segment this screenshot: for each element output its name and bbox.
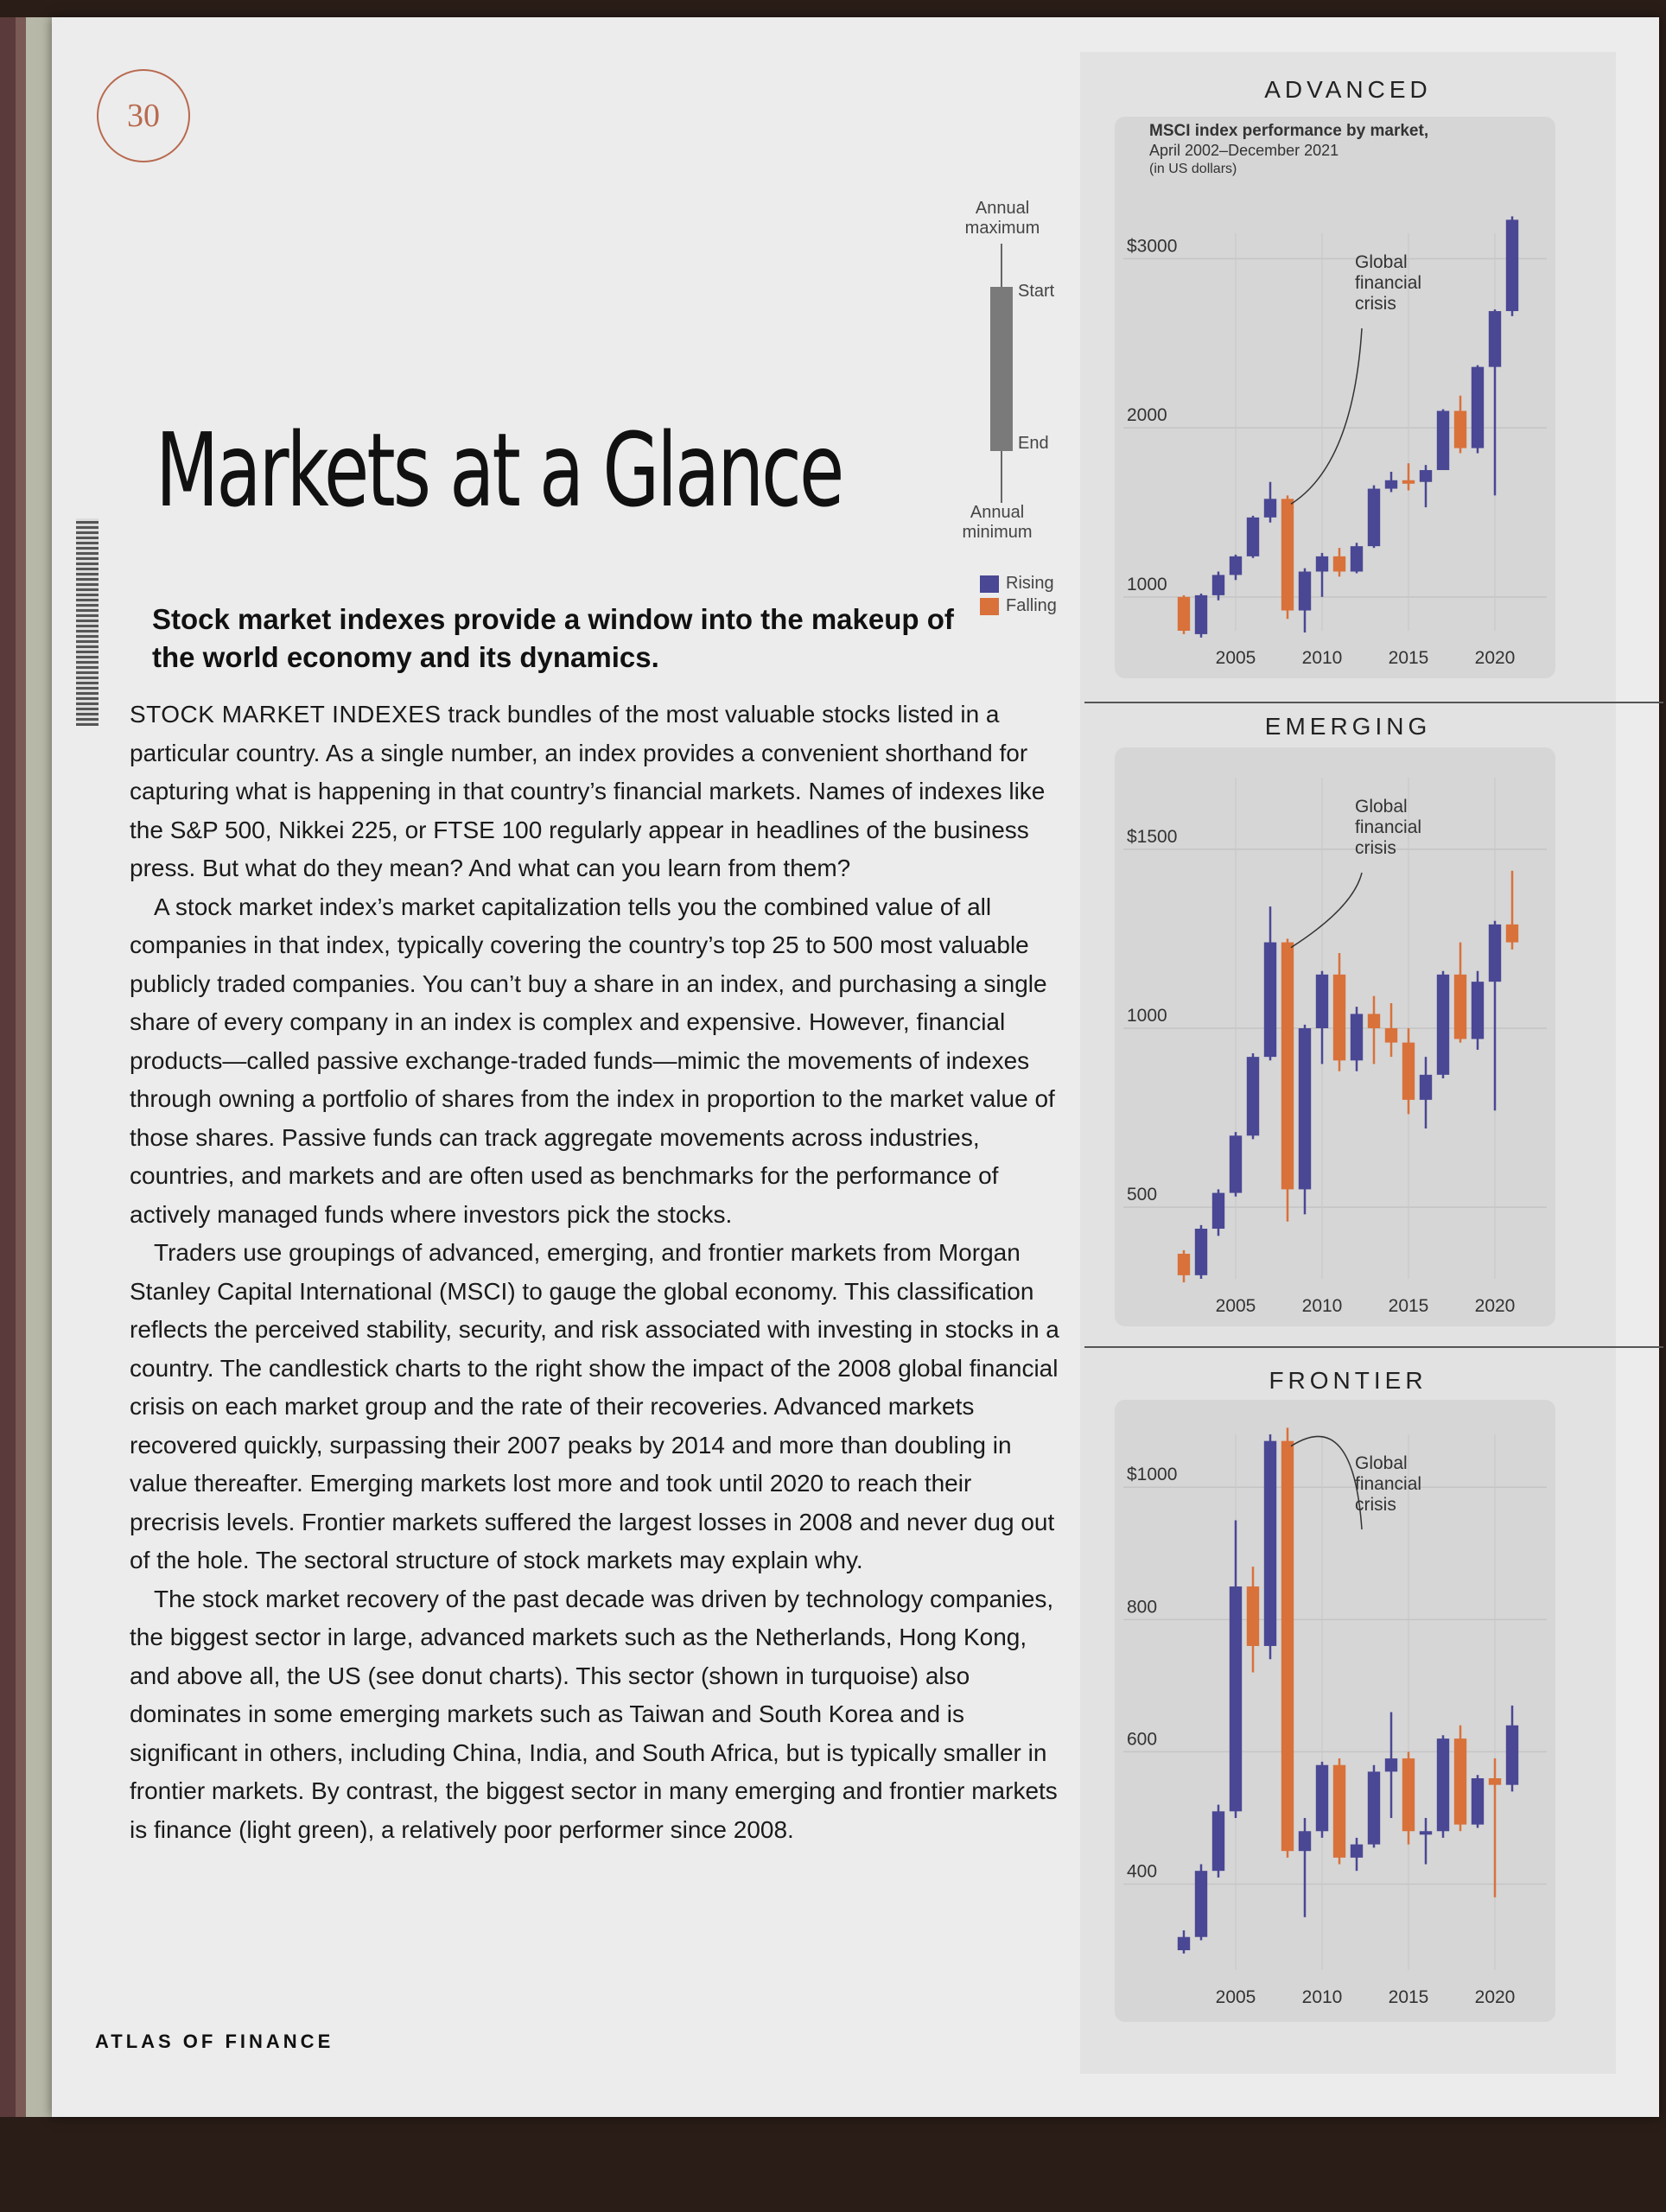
candle-body <box>1402 1758 1415 1831</box>
paragraph-4: The stock market recovery of the past decade was driven by technology companies, the biggest sector in large, advanced markets such as the Netherlands, Hong Kong, and above all, the US (see donut charts). This sector (shown in turquoise) also dominates in some emerging markets such as Taiwan and South Korea and is significant in others, including China, India, and South Africa, but is typically smaller in frontier markets. By contrast, the biggest sector in many emerging and frontier markets is finance (light green), a relatively poor performer since 2008. <box>130 1585 1058 1843</box>
candle-body <box>1489 1778 1501 1785</box>
annotation-label: crisis <box>1355 838 1396 858</box>
candle-body <box>1316 1765 1328 1832</box>
x-tick-label: 2005 <box>1215 648 1256 668</box>
candle-body <box>1212 575 1224 594</box>
key-annual-maximum-line2: maximum <box>964 219 1040 238</box>
running-footer: ATLAS OF FINANCE <box>95 2031 334 2052</box>
candle-body <box>1351 546 1363 571</box>
rising-swatch <box>980 575 999 593</box>
candle-body <box>1178 1937 1190 1950</box>
key-annual-maximum <box>951 199 1054 238</box>
annotation-leader-line <box>1291 873 1362 948</box>
y-tick-label: 1000 <box>1127 1006 1167 1026</box>
candle-body <box>1368 1771 1380 1844</box>
candle-body <box>1316 556 1328 572</box>
candle-body <box>1454 411 1466 448</box>
candle-body <box>1264 943 1276 1058</box>
candle-body <box>1472 982 1484 1039</box>
annotation-label: crisis <box>1355 1495 1396 1515</box>
candle-body <box>1368 1014 1380 1028</box>
x-tick-label: 2010 <box>1301 648 1343 668</box>
candle-body <box>1264 1441 1276 1646</box>
candle-body <box>1299 571 1311 610</box>
page-subtitle: Stock market indexes provide a window into the makeup of the world economy and its dynamics. <box>152 603 954 673</box>
key-annual-maximum-line1: Annual <box>975 199 1030 218</box>
y-tick-label: 1000 <box>1127 574 1167 594</box>
candle-body <box>1247 1057 1259 1135</box>
chart-note-title: MSCI index performance by market, <box>1149 122 1429 140</box>
frontier-candlestick-chart <box>1115 1417 1555 2013</box>
candle-body <box>1230 1586 1242 1811</box>
chart-note <box>1149 121 1495 179</box>
candle-body <box>1420 1075 1432 1100</box>
chart-divider-1 <box>1084 702 1663 703</box>
annotation-leader-line <box>1291 1436 1362 1529</box>
y-tick-label: 800 <box>1127 1597 1158 1618</box>
candle-body <box>1506 219 1518 311</box>
candle-body <box>1299 1831 1311 1851</box>
x-tick-label: 2010 <box>1301 1987 1343 2007</box>
x-tick-label: 2020 <box>1474 648 1516 668</box>
candle-body <box>1178 597 1190 631</box>
candle-body <box>1333 975 1345 1060</box>
x-tick-label: 2015 <box>1388 648 1429 668</box>
x-tick-label: 2015 <box>1388 1296 1429 1316</box>
key-start: Start <box>1018 282 1055 301</box>
key-annual-minimum-line1: Annual <box>970 503 1025 522</box>
candle-body <box>1472 367 1484 448</box>
y-tick-label: $1000 <box>1127 1465 1178 1485</box>
page-number: 30 <box>97 69 190 162</box>
y-tick-label: 500 <box>1127 1185 1158 1205</box>
candle-body <box>1454 975 1466 1039</box>
candle-body <box>1402 480 1415 484</box>
candle-body <box>1385 1028 1397 1043</box>
y-tick-label: 600 <box>1127 1729 1158 1750</box>
chart-title-advanced: ADVANCED <box>1264 76 1432 103</box>
chart-note-unit: (in US dollars) <box>1149 162 1237 176</box>
candle-body <box>1506 1726 1518 1785</box>
candle-body <box>1178 1254 1190 1275</box>
annotation-label: Global <box>1355 1453 1408 1473</box>
x-tick-label: 2020 <box>1474 1296 1516 1316</box>
x-tick-label: 2015 <box>1388 1987 1429 2007</box>
advanced-candlestick-chart <box>1115 216 1555 674</box>
x-tick-label: 2020 <box>1474 1987 1516 2007</box>
annotation-label: Global <box>1355 252 1408 272</box>
candle-body <box>1506 925 1518 943</box>
candle-body <box>1230 1135 1242 1192</box>
falling-swatch <box>980 598 999 615</box>
candle-body <box>1230 556 1242 575</box>
candle-body <box>1333 556 1345 572</box>
paragraph-3: Traders use groupings of advanced, emerging, and frontier markets from Morgan Stanley Capital International (MSCI) to gauge the global economy. This classification reflects the perceived stability, security, and risk associated with investing in stocks in a country. The candlestick charts to the right show the impact of the 2008 global financial crisis on each market group and the rate of their recoveries. Advanced markets recovered quickly, surpassing their 2007 peaks by 2014 and more than doubling in value thereafter. Emerging markets lost more and took until 2020 to reach their precrisis levels. Frontier markets suffered the largest losses in 2008 and never dug out of the hole. The sectoral structure of stock markets may explain why. <box>130 1239 1059 1573</box>
candle-body <box>1489 925 1501 982</box>
candle-body <box>1281 499 1294 610</box>
candle-body <box>1281 1441 1294 1852</box>
emerging-candlestick-chart <box>1115 760 1555 1322</box>
key-annual-minimum-line2: minimum <box>962 523 1033 542</box>
x-tick-label: 2005 <box>1215 1987 1256 2007</box>
candle-body <box>1247 518 1259 556</box>
key-candle-body <box>990 287 1013 451</box>
candle-body <box>1351 1014 1363 1060</box>
candle-body <box>1368 489 1380 547</box>
annotation-label: financial <box>1355 817 1422 837</box>
chart-title-emerging: EMERGING <box>1264 713 1432 740</box>
candle-body <box>1247 1586 1259 1646</box>
candle-body <box>1333 1765 1345 1858</box>
paragraph-2: A stock market index’s market capitalization tells you the combined value of all companies in that index, typically covering the country’s top 25 to 500 most valuable publicly traded companies. You can’t buy a share in an index, and purchasing a single share of every company in an index is complex and expensive. However, financial products—called passive exchange-traded funds—mimic the movements of indexes through owning a portfolio of shares from the index in proportion to the market value of those shares. Passive funds can track aggregate movements across industries, countries, and markets and are often used as benchmarks for the performance of actively managed funds where investors pick the stocks. <box>130 893 1055 1228</box>
key-annual-minimum <box>945 503 1049 543</box>
key-rising: Rising <box>1006 574 1054 593</box>
edge-index-strip <box>76 518 99 726</box>
candle-body <box>1195 595 1207 634</box>
candle-body <box>1437 411 1449 471</box>
paragraph-1-text: track bundles of the most valuable stocks listed in a particular country. As a single number, an index provides a convenient shorthand for capturing what is happening in that country’s financial markets. Names of indexes like the S&P 500, Nikkei 225, or FTSE 100 regularly appear in headlines of the business press. But what do they mean? And what can you learn from them? <box>130 701 1046 881</box>
candle-body <box>1420 470 1432 482</box>
candlestick-key <box>933 199 1089 631</box>
key-falling: Falling <box>1006 596 1057 615</box>
chart-title-frontier: FRONTIER <box>1269 1367 1428 1394</box>
candle-body <box>1420 1831 1432 1834</box>
chart-note-range: April 2002–December 2021 <box>1149 142 1339 159</box>
candle-body <box>1385 480 1397 489</box>
candle-body <box>1385 1758 1397 1771</box>
candle-body <box>1195 1871 1207 1937</box>
candle-body <box>1195 1229 1207 1275</box>
candle-body <box>1316 975 1328 1028</box>
candle-body <box>1264 499 1276 518</box>
candle-body <box>1212 1811 1224 1871</box>
candle-body <box>1437 975 1449 1075</box>
page-title: Markets at a Glance <box>156 410 843 530</box>
candle-body <box>1299 1028 1311 1189</box>
y-tick-label: $3000 <box>1127 236 1178 257</box>
y-tick-label: 2000 <box>1127 405 1167 426</box>
key-end: End <box>1018 434 1049 453</box>
annotation-leader-line <box>1291 328 1362 504</box>
body-text <box>130 696 1063 1849</box>
annotation-label: financial <box>1355 273 1422 293</box>
candle-body <box>1454 1738 1466 1825</box>
x-tick-label: 2010 <box>1301 1296 1343 1316</box>
candle-body <box>1402 1043 1415 1100</box>
lead-in: STOCK MARKET INDEXES <box>130 701 442 728</box>
annotation-label: crisis <box>1355 294 1396 314</box>
annotation-label: financial <box>1355 1474 1422 1494</box>
paragraph-1 <box>130 696 1063 888</box>
candle-body <box>1489 311 1501 367</box>
y-tick-label: $1500 <box>1127 826 1178 847</box>
candle-body <box>1437 1738 1449 1831</box>
y-tick-label: 400 <box>1127 1861 1158 1882</box>
candle-body <box>1212 1193 1224 1229</box>
x-tick-label: 2005 <box>1215 1296 1256 1316</box>
annotation-label: Global <box>1355 797 1408 817</box>
candle-body <box>1472 1778 1484 1825</box>
candle-body <box>1351 1845 1363 1858</box>
chart-divider-2 <box>1084 1346 1663 1348</box>
candle-body <box>1281 943 1294 1190</box>
